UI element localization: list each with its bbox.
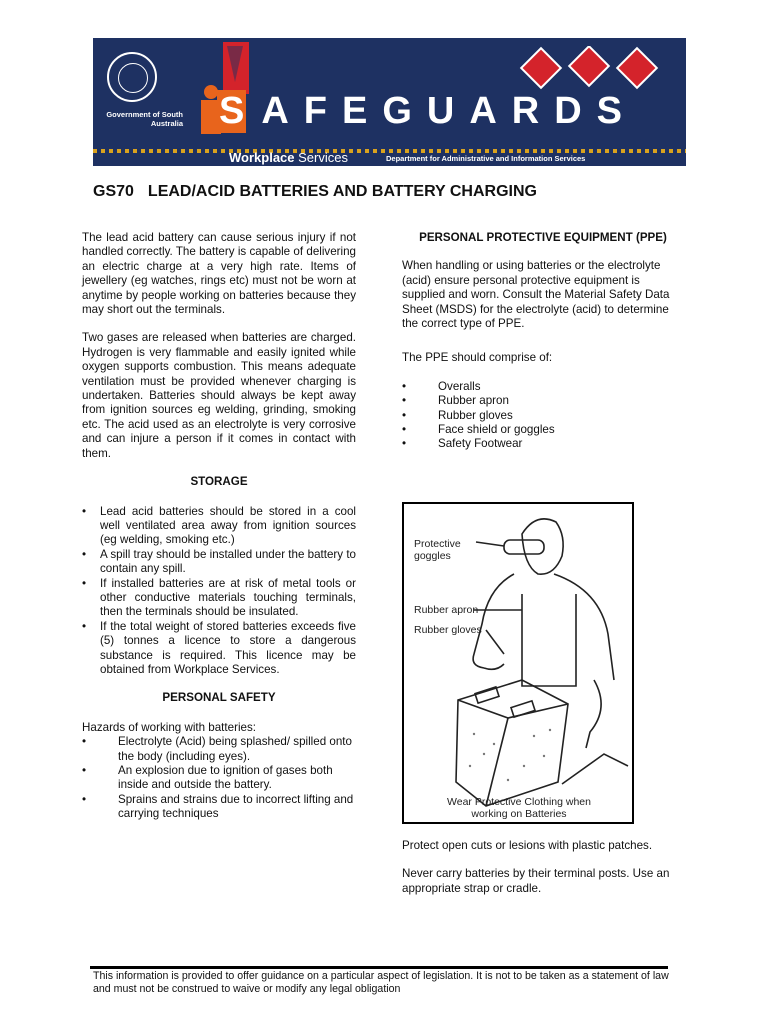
- ppe-illustration: [402, 502, 634, 824]
- right-notes: [402, 839, 692, 910]
- list-item: • Face shield or goggles: [402, 423, 684, 437]
- ppe-paragraph: When handling or using batteries or the electrolyte (acid) ensure personal protective equipment is supplied and worn. Consult the Material Safety Data Sheet (MSDS) for the electrolyte (acid) to determine the correct type of PPE.: [402, 259, 670, 331]
- brand-wordmark: S AFEGUARDS: [219, 90, 638, 132]
- ppe-heading: PERSONAL PROTECTIVE EQUIPMENT (PPE): [419, 231, 667, 244]
- list-item: • Sprains and strains due to incorrect lifting and carrying techniques: [82, 793, 356, 822]
- note-cuts: Protect open cuts or lesions with plastic patches.: [402, 839, 653, 852]
- government-seal-icon: [107, 52, 157, 102]
- note-carry: Never carry batteries by their terminal posts. Use an appropriate strap or cradle.: [402, 867, 670, 895]
- intro-paragraph-1: The lead acid battery can cause serious injury if not handled correctly. The battery is capable of delivering an electric charge at a very high rate. Items of jewellery (eg watches, rings etc) must not be worn at anytime by people working on batteries because they may short out the terminals.: [82, 231, 356, 317]
- list-item: • Lead acid batteries should be stored in a cool well ventilated area away from ignition sources (eg welding, smoking etc.): [82, 505, 356, 548]
- list-item: • Electrolyte (Acid) being splashed/ spilled onto the body (including eyes).: [82, 735, 356, 764]
- list-item: • Rubber apron: [402, 394, 684, 408]
- ppe-list: [402, 380, 684, 452]
- government-label: Government of South Australia: [106, 110, 183, 128]
- figure-caption: Wear Protective Clothing when working on Batteries: [447, 796, 591, 820]
- footer-divider: [90, 966, 668, 969]
- list-item: • An explosion due to ignition of gases both inside and outside the battery.: [82, 764, 356, 793]
- list-item: • Rubber gloves: [402, 409, 684, 423]
- header-banner: [93, 38, 686, 166]
- goggles-label: Protective goggles: [414, 538, 461, 562]
- list-item: • Overalls: [402, 380, 684, 394]
- ppe-list-intro: The PPE should comprise of:: [402, 351, 553, 365]
- list-item: • If the total weight of stored batteries exceeds five (5) tonnes a licence to store a dangerous substance is required. This licence may be obtained from Workplace Services.: [82, 620, 356, 678]
- gloves-label: Rubber gloves: [414, 624, 482, 636]
- intro-paragraph-2: Two gases are released when batteries are charged. Hydrogen is very flammable and easily ignited while oxygen supports combustion. This means adequate ventilation must be provided whenever charging is undertaken. Batteries should always be kept away from ignition sources eg welding, grinding, smoking etc. The acid used as an electrolyte is very corrosive and can injure a person if it comes in contact with them.: [82, 331, 356, 460]
- list-item: • Safety Footwear: [402, 437, 684, 451]
- list-item: • A spill tray should be installed under the battery to contain any spill.: [82, 548, 356, 577]
- left-column: [82, 231, 356, 822]
- workplace-services-label: Workplace Services: [229, 150, 348, 165]
- safety-heading: PERSONAL SAFETY: [162, 691, 276, 705]
- page-title: GS70 LEAD/ACID BATTERIES AND BATTERY CHARGING: [93, 183, 537, 200]
- list-item: • If installed batteries are at risk of metal tools or other conductive materials touching terminals, then the terminals should be insulated.: [82, 577, 356, 620]
- hazard-symbols-icon: [515, 46, 675, 96]
- right-column: [402, 231, 684, 452]
- footer-disclaimer: This information is provided to offer guidance on a particular aspect of legislation. It is not to be taken as a statement of law and must not be construed to waive or modify any legal obligation: [93, 970, 669, 995]
- safety-intro: Hazards of working with batteries:: [82, 720, 256, 734]
- department-label: Department for Administrative and Information Services: [386, 154, 586, 163]
- storage-list: [82, 505, 356, 678]
- storage-heading: STORAGE: [190, 475, 248, 489]
- banner-stripe: [93, 149, 686, 153]
- safety-list: [82, 735, 356, 821]
- apron-label: Rubber apron: [414, 604, 479, 616]
